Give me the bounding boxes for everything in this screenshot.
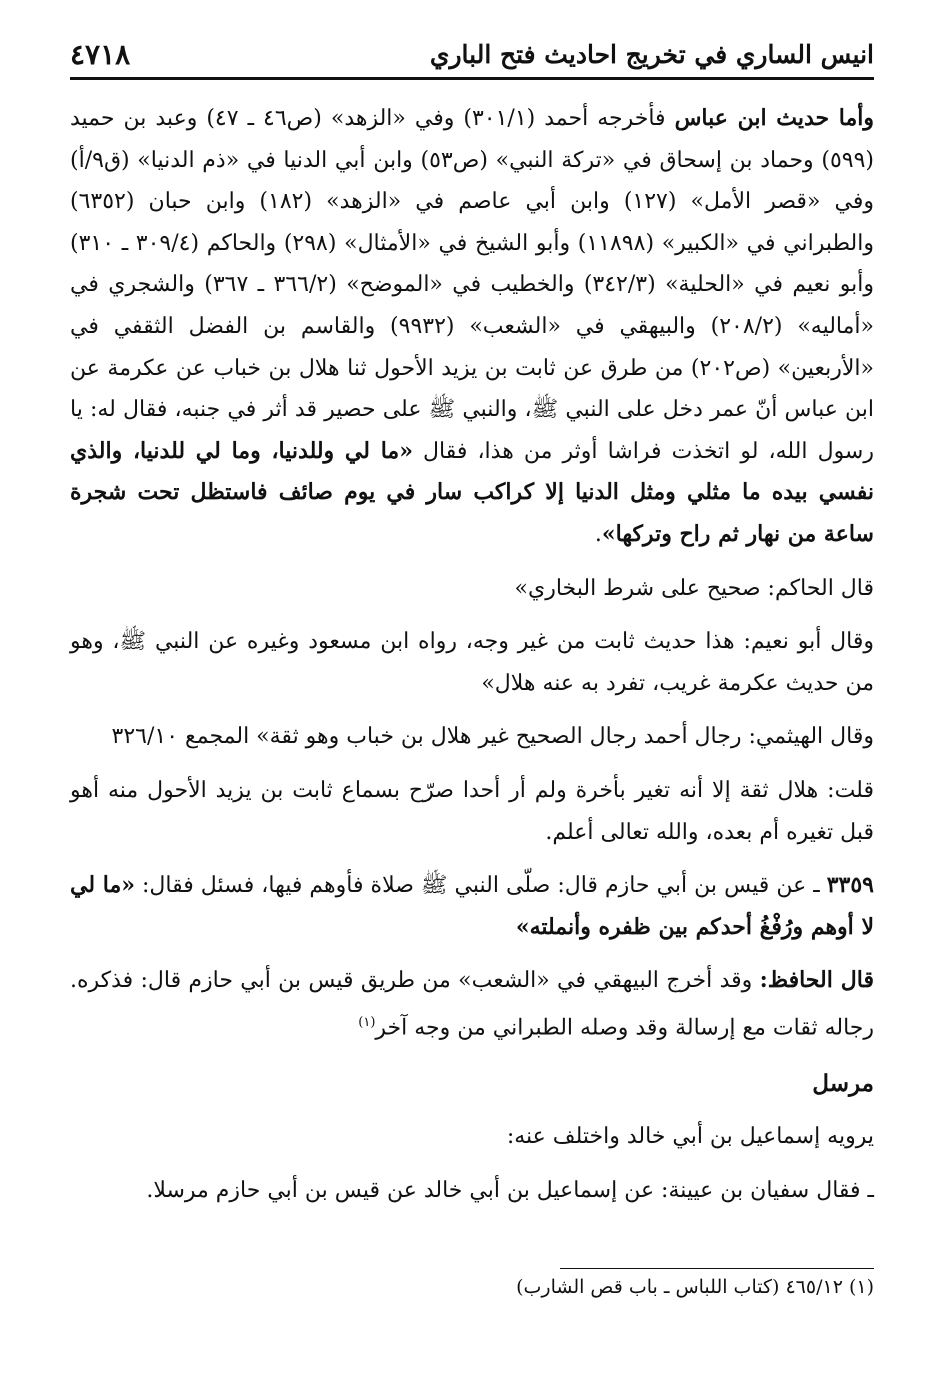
paragraph: ـ فقال سفيان بن عيينة: عن إسماعيل بن أبي خالد عن قيس بن أبي حازم مرسلا. — [146, 1177, 874, 1203]
hadith-quote: «ما لي لا أوهم ورُفْغُ أحدكم بين ظفره وأنملته» — [70, 872, 874, 940]
paragraph — [70, 865, 874, 948]
paragraph: يرويه إسماعيل بن أبي خالد واختلف عنه: — [506, 1124, 874, 1150]
paragraph: قلت: هلال ثقة إلا أنه تغير بأخرة ولم أر أحدا صرّح بسماع ثابت بن يزيد الأحول منه أهو قبل تغيره أم بعده، والله تعالى أعلم. — [70, 777, 874, 845]
paragraph-text: وقد أخرج البيهقي في «الشعب» من طريق قيس بن أبي حازم قال: فذكره. رجاله ثقات مع إرسالة وقد وصله الطبراني من وجه آخر — [70, 968, 874, 1041]
hadith-quote: «ما لي وللدنيا، وما لي للدنيا، والذي نفسي بيده ما مثلي ومثل الدنيا إلا كراكب سار في يوم صائف فاستظل تحت شجرة ساعة من نهار ثم راح وتركها» — [70, 437, 874, 547]
page-number: ٤٧١٨ — [70, 38, 131, 71]
paragraph: قال الحاكم: صحيح على شرط البخاري» — [514, 575, 874, 601]
paragraph: وقال أبو نعيم: هذا حديث ثابت من غير وجه، رواه ابن مسعود وغيره عن النبي ﷺ، وهو من حديث عكرمة غريب، تفرد به عنه هلال» — [70, 629, 874, 696]
paragraph: وقال الهيثمي: رجال أحمد رجال الصحيح غير هلال بن خباب وهو ثقة» المجمع ٣٢٦/١٠ — [111, 724, 874, 750]
paragraph-tail: . — [594, 521, 602, 547]
paragraph — [70, 960, 874, 1049]
paragraph-text: ـ عن قيس بن أبي حازم قال: صلّى النبي ﷺ صلاة فأوهم فيها، فسئل فقال: — [134, 873, 827, 899]
hadith-number: ٣٣٥٩ — [826, 872, 874, 899]
footnote-divider — [560, 1268, 874, 1269]
paragraph — [70, 98, 874, 556]
paragraph-text: فأخرجه أحمد (٣٠١/١) وفي «الزهد» (ص٤٦ ـ ٤٧) وعبد بن حميد (٥٩٩) وحماد بن إسحاق في «تركة النبي» (ص٥٣) وابن أبي الدنيا في «ذم الدنيا» (ق٩/أ) وفي «قصر الأمل» (١٢٧) وابن أبي عاصم في «الزهد» (١٨٢) وابن حبان (٦٣٥٢) والطبراني في «الكبير» (١١٨٩٨) وأبو الشيخ في «الأمثال» (٢٩٨) والحاكم (٣٠٩/٤ ـ ٣١٠) وأبو نعيم في «الحلية» (٣٤٢/٣) والخطيب في «الموضح» (٣٦٦/٢ ـ ٣٦٧) والشجري في «أماليه» (٢٠٨/٢) والبيهقي في «الشعب» (٩٩٣٢) والقاسم بن الفضل الثقفي في «الأربعين» (ص٢٠٢) من طرق عن ثابت بن يزيد الأحول ثنا هلال بن خباب عن عكرمة عن ابن عباس أنّ عمر دخل على النبي ﷺ، والنبي ﷺ على حصير قد أثر في جنبه، فقال له: يا رسول الله، لو اتخذت فراشا أوثر من هذا، فقال — [70, 106, 875, 464]
book-title: انيس الساري في تخريج احاديث فتح الباري — [429, 40, 874, 69]
paragraph-lead: وأما حديث ابن عباس — [674, 105, 874, 131]
section-heading: مرسل — [812, 1069, 874, 1097]
paragraph-lead: قال الحافظ: — [759, 967, 874, 994]
page-header — [70, 38, 874, 80]
main-text — [70, 98, 874, 1212]
footnote: (١) ٤٦٥/١٢ (كتاب اللباس ـ باب قص الشارب) — [516, 1276, 874, 1298]
footnote-marker: (١) — [358, 1014, 376, 1030]
